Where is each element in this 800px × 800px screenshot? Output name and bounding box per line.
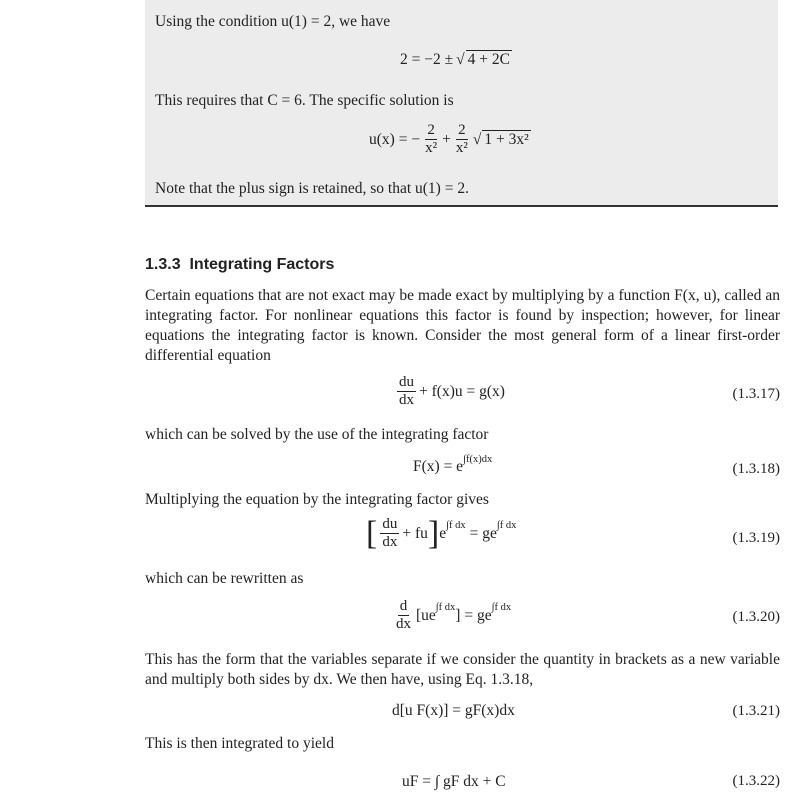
- equation-1-3-20: [391, 598, 511, 633]
- paragraph-3: Multiplying the equation by the integrating factor gives: [145, 491, 489, 508]
- label-1-3-17: (1.3.17): [732, 386, 780, 402]
- equation-1-3-21: d[u F(x)] = gF(x)dx: [392, 702, 515, 719]
- paragraph-2: which can be solved by the use of the integrating factor: [145, 426, 489, 443]
- eq2-plus: +: [442, 130, 451, 148]
- section-number: 1.3.3: [145, 256, 181, 273]
- box-equation-1: 2 = −2 ± √ 4 + 2C: [400, 50, 510, 68]
- eq19-e: e: [439, 524, 447, 542]
- eq17-frac: $\frac{du}{dx}$: [399, 374, 414, 408]
- example-box: [145, 0, 778, 207]
- label-1-3-19: (1.3.19): [732, 530, 780, 546]
- equation-1-3-17: [394, 374, 505, 409]
- paragraph-5: This has the form that the variables separate if we consider the quantity in brackets as a new variable and multiply both sides by dx. We then have, using Eq. 1.3.18,: [145, 651, 780, 688]
- section-heading: [145, 256, 334, 274]
- eq18-lhs: F(x) = e: [413, 458, 464, 475]
- eq20-frac: $\frac{d}{dx}$: [396, 598, 411, 632]
- eq19-exponent-1: ∫f dx: [446, 520, 466, 531]
- eq20-exponent-2: ∫f dx: [491, 602, 512, 613]
- eq18-exponent: ∫f(x)dx: [463, 453, 493, 465]
- box-text-1: Using the condition u(1) = 2, we have: [155, 13, 391, 30]
- eq17-rest: + f(x)u = g(x): [419, 382, 505, 400]
- equation-1-3-18: [413, 453, 493, 476]
- label-1-3-20: (1.3.20): [732, 609, 780, 625]
- label-1-3-21: (1.3.21): [732, 703, 780, 719]
- eq1-radicand: 4 + 2C: [467, 51, 510, 68]
- paragraph-1: Certain equations that are not exact may be made exact by multiplying by a function F(x, u), called an integrating factor. For nonlinear equations this factor is found by inspection; however, for linear equations the integrating factor is known. Consider the most general form of a linear first-order differential equation: [145, 287, 780, 364]
- box-equation-2: u(x) = − $\frac{2}{\text{x²}}$ + $\frac{2}{\text{x²}}$ √ 1 + 3x²: [369, 122, 529, 156]
- eq1-lhs: 2 = −2 ±: [400, 50, 454, 68]
- eq19-mid: + fu: [402, 524, 428, 542]
- eq2-lhs: u(x) = −: [369, 130, 421, 148]
- eq20-rhs: ] = ge: [455, 606, 492, 624]
- equation-1-3-19: [ $\frac{du}{dx}$ + fu ] e ∫f dx = ge ∫f dx: [366, 514, 517, 552]
- paragraph-4: which can be rewritten as: [145, 570, 304, 587]
- eq19-exponent-2: ∫f dx: [496, 520, 517, 531]
- eq2-frac-2: $\frac{2}{\text{x²}}$: [455, 122, 468, 156]
- eq2-radicand: 1 + 3x²: [484, 131, 529, 148]
- paragraph-6: This is then integrated to yield: [145, 735, 334, 752]
- eq19-frac: $\frac{du}{dx}$: [382, 516, 398, 550]
- eq19-rhs: = ge: [469, 524, 497, 542]
- box-text-2: This requires that C = 6. The specific solution is: [155, 92, 454, 109]
- label-1-3-18: (1.3.18): [732, 461, 780, 477]
- eq20-exponent-1: ∫f dx: [435, 602, 456, 613]
- eq2-frac-1: $\frac{2}{\text{x²}}$: [425, 122, 438, 156]
- equation-1-3-22: uF = ∫ gF dx + C: [402, 773, 506, 790]
- eq20-body: [ue: [416, 606, 436, 624]
- label-1-3-22: (1.3.22): [732, 773, 780, 789]
- section-title: Integrating Factors: [189, 256, 335, 273]
- box-text-3: Note that the plus sign is retained, so that u(1) = 2.: [155, 180, 469, 197]
